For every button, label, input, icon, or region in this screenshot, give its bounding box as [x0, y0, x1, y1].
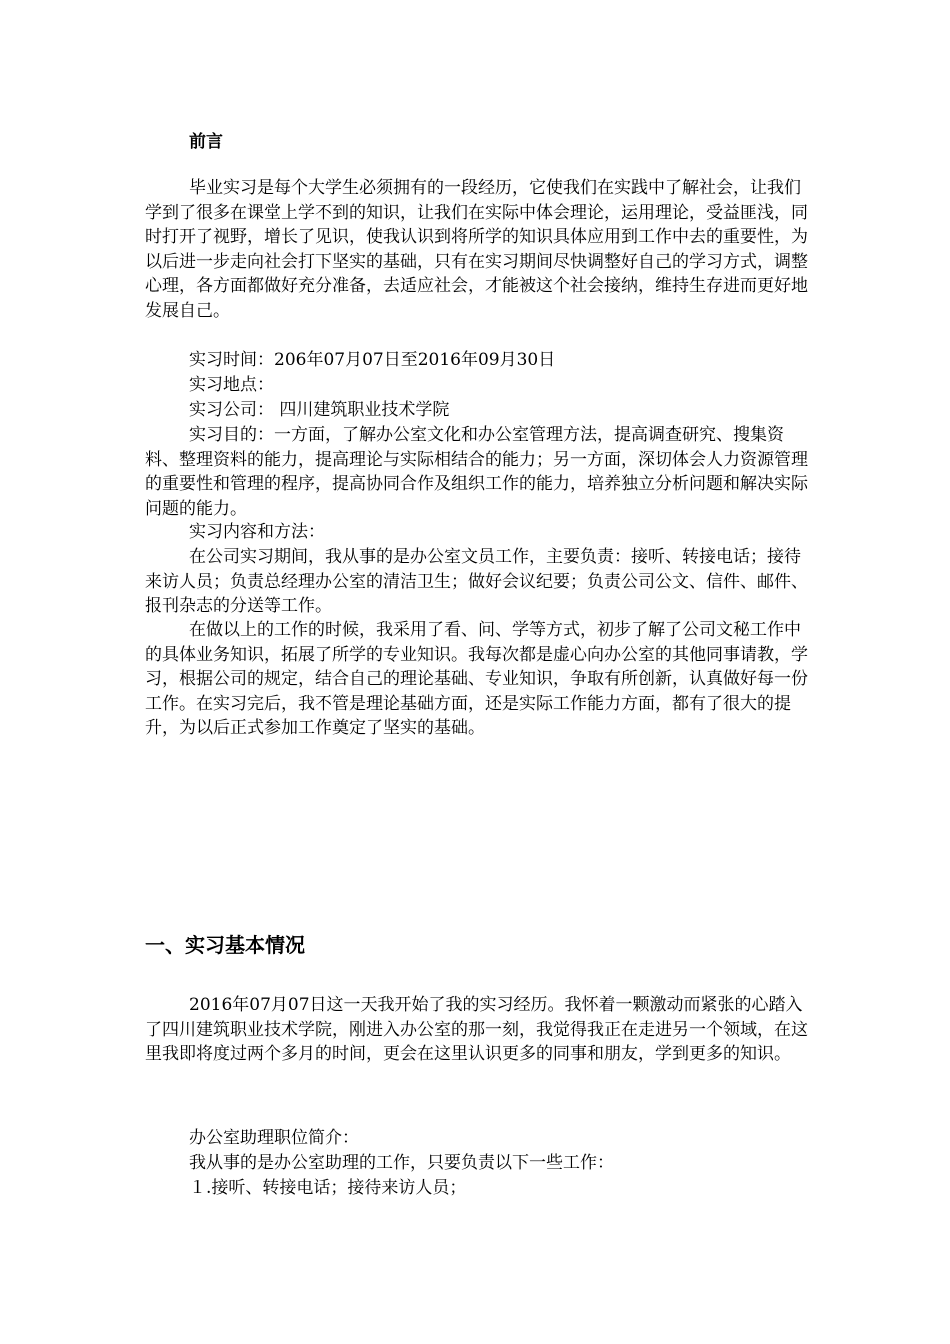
preface-paragraph: 毕业实习是每个大学生必须拥有的一段经历，它使我们在实践中了解社会，让我们学到了很多在课堂上学不到的知识，让我们在实际中体会理论，运用理论，受益匪浅，同时打开了视野，增长了见识，使我认识到将所学的知识具体应用到工作中去的重要性，为以后进一步走向社会打下坚实的基础，只有在实习期间尽快调整好自己的学习方式，调整心理，各方面都做好充分准备，去适应社会，才能被这个社会接纳，维持生存进而更好地发展自己。	[145, 178, 808, 321]
internship-company: 实习公司： 四川建筑职业技术学院	[189, 400, 450, 420]
position-heading: 办公室助理职位简介：	[189, 1128, 359, 1148]
content-paragraph-1: 在公司实习期间，我从事的是办公室文员工作，主要负责：接听、转接电话；接待来访人员；负责总经理办公室的清洁卫生；做好会议纪要；负责公司公文、信件、邮件、报刊杂志的分送等工作。	[145, 547, 808, 616]
internship-place: 实习地点：	[189, 375, 274, 395]
content-paragraph-2: 在做以上的工作的时候，我采用了看、问、学等方式，初步了解了公司文秘工作中的具体业务知识，拓展了所学的专业知识。我每次都是虚心向办公室的其他同事请教，学习，根据公司的规定，结合自己的理论基础、专业知识，争取有所创新，认真做好每一份工作。在实习完后，我不管是理论基础方面，还是实际工作能力方面，都有了很大的提升，为以后正式参加工作奠定了坚实的基础。	[145, 620, 808, 738]
section-title: 一、实习基本情况	[145, 933, 305, 957]
content-heading: 实习内容和方法：	[189, 522, 325, 542]
section-paragraph: 2016年07月07日这一天我开始了我的实习经历。我怀着一颗激动而紧张的心踏入了四川建筑职业技术学院，刚进入办公室的那一刻，我觉得我正在走进另一个领域，在这里我即将度过两个多月的时间，更会在这里认识更多的同事和朋友，学到更多的知识。	[145, 995, 808, 1064]
internship-time: 实习时间：206年07月07日至2016年09月30日	[189, 350, 556, 370]
preface-title: 前言	[189, 132, 223, 152]
position-intro: 我从事的是办公室助理的工作，只要负责以下一些工作：	[189, 1153, 614, 1173]
list-item: １.接听、转接电话；接待来访人员；	[189, 1178, 467, 1198]
internship-purpose: 实习目的：一方面，了解办公室文化和办公室管理方法，提高调查研究、搜集资料、整理资料的能力，提高理论与实际相结合的能力；另一方面，深切体会人力资源管理的重要性和管理的程序，提高协同合作及组织工作的能力，培养独立分析问题和解决实际问题的能力。	[145, 425, 808, 519]
